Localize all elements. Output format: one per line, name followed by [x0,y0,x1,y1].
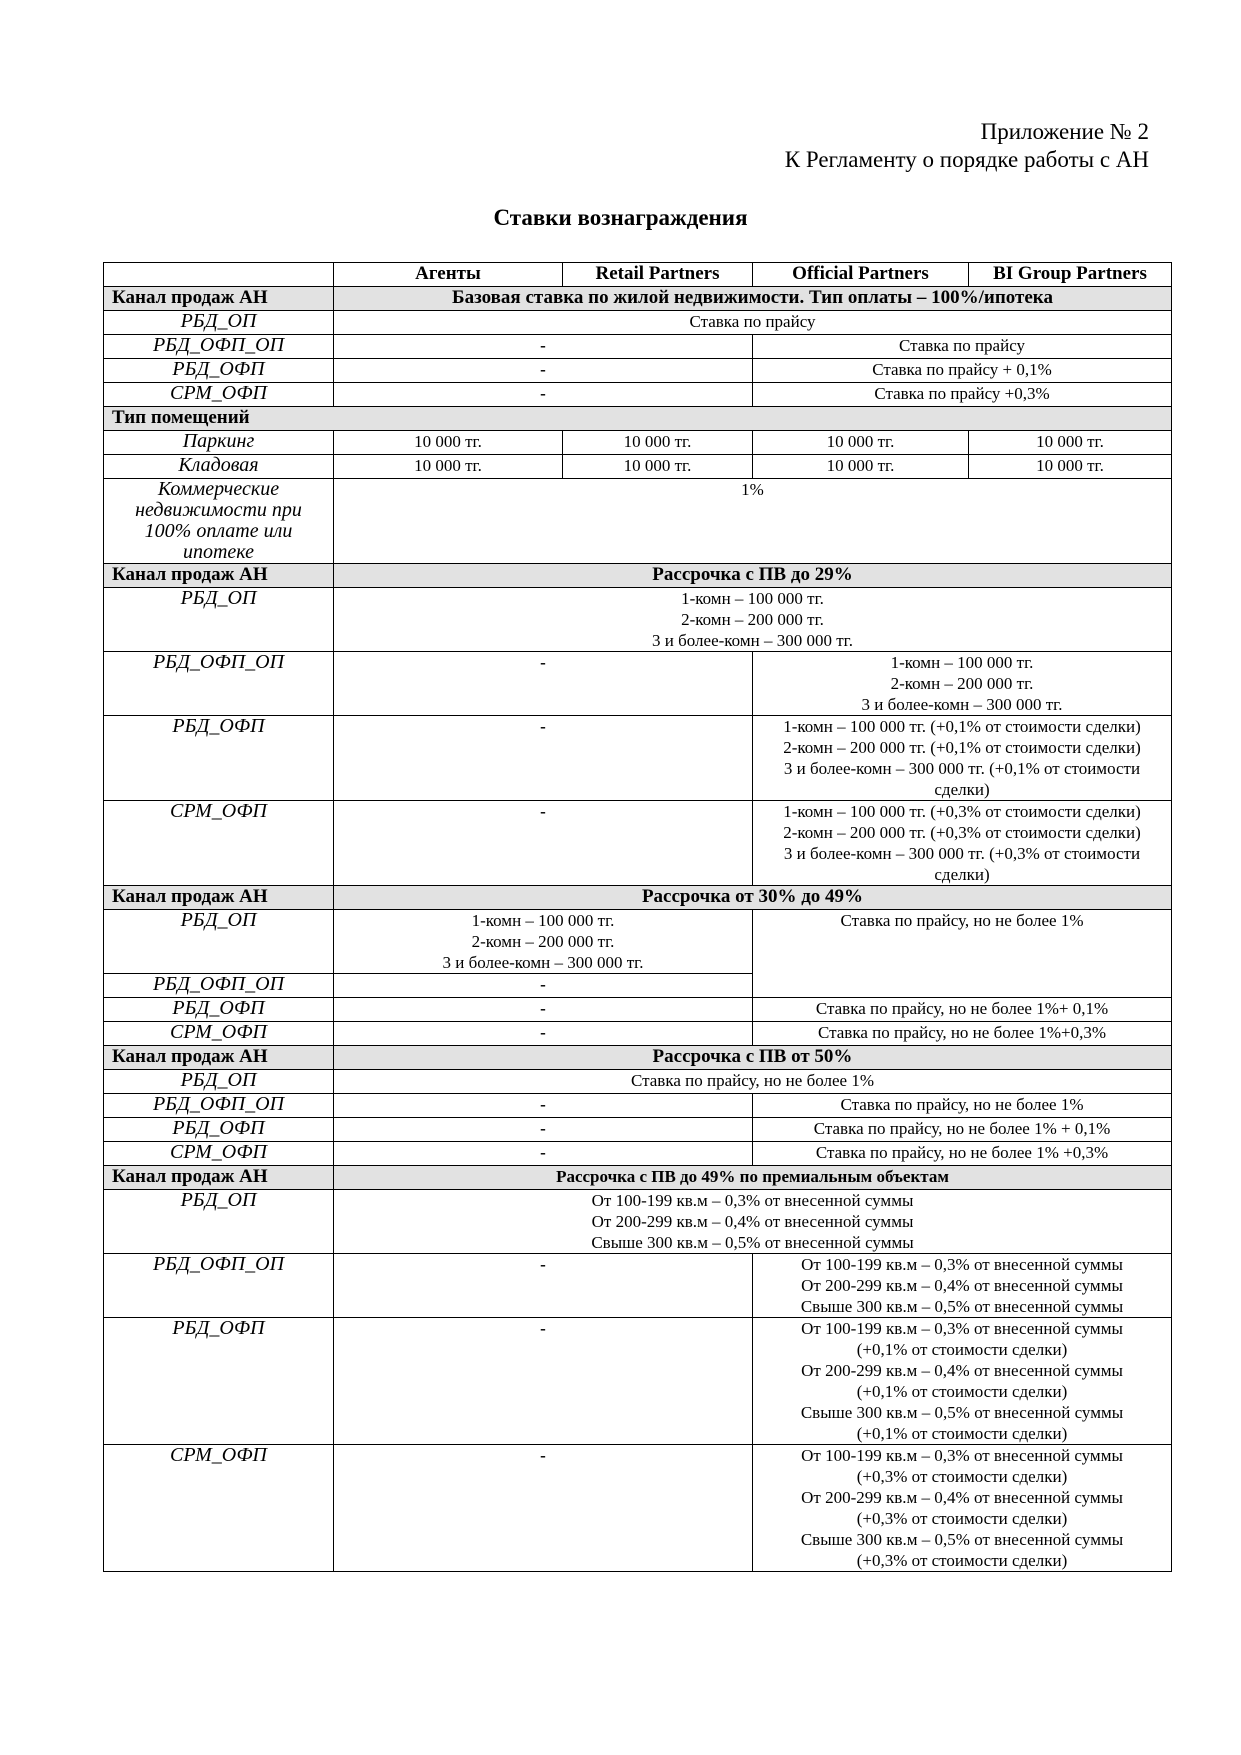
cell-line: 3 и более-комн – 300 000 тг. [442,953,644,972]
cell-value: Ставка по прайсу, но не более 1% +0,3% [753,1142,1172,1166]
row-label: Паркинг [104,431,334,455]
cell-value: Ставка по прайсу, но не более 1% [334,1070,1172,1094]
cell-line: 1-комн – 100 000 тг. [471,911,615,930]
table-row [104,1142,1172,1166]
cell-value: 10 000 тг. [334,431,563,455]
cell-line: (+0,3% от стоимости сделки) [856,1467,1068,1486]
appendix-number: Приложение № 2 [980,119,1149,144]
cell-value: Ставка по прайсу, но не более 1%+ 0,1% [753,998,1172,1022]
cell-value: - [334,998,753,1022]
cell-value: - [334,652,753,716]
cell-value: 10 000 тг. [563,455,753,479]
table-row [104,1118,1172,1142]
table-row [104,1070,1172,1094]
cell-line: От 200-299 кв.м – 0,4% от внесенной суммы [801,1488,1123,1507]
table-row [104,311,1172,335]
row-label: РБД_ОФП_ОП [104,335,334,359]
cell-value: - [334,359,753,383]
table-row [104,1022,1172,1046]
cell-value [753,716,1172,801]
page-title: Ставки вознаграждения [493,205,748,230]
column-header-row [104,263,1172,287]
table-row [104,1254,1172,1318]
cell-value: Ставка по прайсу, но не более 1%+0,3% [753,1022,1172,1046]
table-row [104,431,1172,455]
column-header-retail: Retail Partners [563,263,753,287]
section-heading: Базовая ставка по жилой недвижимости. Тип оплаты – 100%/ипотека [334,287,1172,311]
section-header-row [104,407,1172,431]
row-label: РБД_ОФП_ОП [104,974,334,998]
appendix-reference: К Регламенту о порядке работы с АН [784,147,1149,172]
table-row [104,1445,1172,1572]
cell-value [334,588,1172,652]
cell-value: - [334,1142,753,1166]
cell-line: (+0,3% от стоимости сделки) [856,1551,1068,1570]
cell-value: - [334,716,753,801]
cell-line: 1-комн – 100 000 тг. (+0,1% от стоимости сделки) [783,717,1141,736]
column-header-official: Official Partners [753,263,969,287]
table-row [104,801,1172,886]
cell-value: Ставка по прайсу + 0,1% [753,359,1172,383]
row-label-line: Коммерческие [157,478,280,500]
section-channel-label: Канал продаж АН [104,1166,334,1190]
document-header [785,118,1149,174]
section-heading: Рассрочка от 30% до 49% [334,886,1172,910]
cell-line: 1-комн – 100 000 тг. [890,653,1034,672]
table-row [104,359,1172,383]
cell-value [753,1318,1172,1445]
row-label-line: 100% оплате или [144,520,293,542]
cell-line: От 200-299 кв.м – 0,4% от внесенной суммы [801,1361,1123,1380]
cell-line: Свыше 300 кв.м – 0,5% от внесенной суммы [800,1530,1124,1549]
table-row [104,1094,1172,1118]
row-label: РБД_ОФП [104,998,334,1022]
cell-line: 3 и более-комн – 300 000 тг. (+0,3% от стоимости [783,844,1141,863]
section-header-row [104,886,1172,910]
table-row [104,716,1172,801]
row-label: РБД_ОФП_ОП [104,1094,334,1118]
section-header-row [104,287,1172,311]
cell-line: От 200-299 кв.м – 0,4% от внесенной суммы [591,1212,914,1231]
cell-value [753,652,1172,716]
cell-line: Свыше 300 кв.м – 0,5% от внесенной суммы [591,1233,914,1252]
table-row [104,1318,1172,1445]
cell-line: 1-комн – 100 000 тг. (+0,3% от стоимости сделки) [783,802,1141,821]
row-label: РБД_ОП [104,588,334,652]
cell-line: 2-комн – 200 000 тг. (+0,1% от стоимости сделки) [783,738,1141,757]
section-header-row [104,564,1172,588]
cell-line: (+0,3% от стоимости сделки) [856,1509,1068,1528]
cell-value: - [334,1445,753,1572]
cell-line: От 100-199 кв.м – 0,3% от внесенной суммы [801,1319,1123,1338]
cell-line: 3 и более-комн – 300 000 тг. [861,695,1063,714]
table-row [104,479,1172,564]
column-header-agents: Агенты [334,263,563,287]
cell-value [334,910,753,974]
section-channel-label: Канал продаж АН [104,886,334,910]
cell-line: (+0,1% от стоимости сделки) [856,1382,1068,1401]
cell-line: 2-комн – 200 000 тг. (+0,3% от стоимости сделки) [783,823,1141,842]
row-label: РБД_ОП [104,1070,334,1094]
cell-value: - [334,801,753,886]
row-label: РБД_ОФП_ОП [104,1254,334,1318]
cell-value: Ставка по прайсу, но не более 1% [753,910,1172,998]
premises-type-label: Тип помещений [104,407,1172,431]
section-channel-label: Канал продаж АН [104,1046,334,1070]
cell-value: - [334,1254,753,1318]
table-row [104,383,1172,407]
row-label: СРМ_ОФП [104,383,334,407]
row-label-line: ипотеке [182,541,255,563]
row-label: СРМ_ОФП [104,1445,334,1572]
section-channel-label: Канал продаж АН [104,564,334,588]
cell-line: 2-комн – 200 000 тг. [681,610,824,629]
cell-line: (+0,1% от стоимости сделки) [856,1340,1068,1359]
row-label: СРМ_ОФП [104,801,334,886]
cell-value: Ставка по прайсу [334,311,1172,335]
row-label: СРМ_ОФП [104,1142,334,1166]
section-heading: Рассрочка с ПВ до 49% по премиальным объектам [334,1166,1172,1190]
cell-value: - [334,383,753,407]
section-heading: Рассрочка с ПВ до 29% [334,564,1172,588]
cell-value [753,801,1172,886]
row-label: РБД_ОП [104,1190,334,1254]
cell-value [753,1254,1172,1318]
cell-value: - [334,1094,753,1118]
cell-line: 2-комн – 200 000 тг. [890,674,1034,693]
section-header-row [104,1046,1172,1070]
cell-value: - [334,335,753,359]
table-row [104,455,1172,479]
cell-line: От 100-199 кв.м – 0,3% от внесенной суммы [591,1191,914,1210]
row-label: РБД_ОФП [104,716,334,801]
cell-value: Ставка по прайсу, но не более 1% + 0,1% [753,1118,1172,1142]
row-label: РБД_ОФП [104,359,334,383]
table-row [104,335,1172,359]
cell-value [334,1190,1172,1254]
row-label: РБД_ОП [104,910,334,974]
section-channel-label: Канал продаж АН [104,287,334,311]
cell-line: сделки) [934,865,990,884]
cell-value: 10 000 тг. [969,431,1172,455]
cell-value: Ставка по прайсу +0,3% [753,383,1172,407]
section-header-row [104,1166,1172,1190]
cell-value [753,1445,1172,1572]
row-label-line: недвижимости при [135,499,302,521]
row-label: СРМ_ОФП [104,1022,334,1046]
table-row [104,998,1172,1022]
cell-value: 10 000 тг. [753,455,969,479]
cell-value: 10 000 тг. [334,455,563,479]
cell-line: От 100-199 кв.м – 0,3% от внесенной суммы [801,1255,1123,1274]
cell-value: Ставка по прайсу, но не более 1% [753,1094,1172,1118]
cell-line: (+0,1% от стоимости сделки) [856,1424,1068,1443]
column-header-bigroup: BI Group Partners [969,263,1172,287]
cell-line: 3 и более-комн – 300 000 тг. (+0,1% от стоимости [783,759,1141,778]
cell-value: 10 000 тг. [969,455,1172,479]
cell-line: 1-комн – 100 000 тг. [681,589,824,608]
cell-value: - [334,1318,753,1445]
row-label: РБД_ОФП_ОП [104,652,334,716]
cell-line: сделки) [934,780,990,799]
table-row [104,1190,1172,1254]
cell-line: 2-комн – 200 000 тг. [471,932,615,951]
table-row [104,910,1172,974]
table-row [104,652,1172,716]
row-label: РБД_ОФП [104,1318,334,1445]
section-heading: Рассрочка с ПВ от 50% [334,1046,1172,1070]
cell-value: 10 000 тг. [563,431,753,455]
cell-line: 3 и более-комн – 300 000 тг. [652,631,853,650]
row-label [104,479,334,564]
column-header-empty [104,263,334,287]
table-row [104,588,1172,652]
rates-table [103,262,1172,1572]
row-label: Кладовая [104,455,334,479]
cell-value: - [334,1118,753,1142]
row-label: РБД_ОП [104,311,334,335]
cell-line: Свыше 300 кв.м – 0,5% от внесенной суммы [800,1403,1124,1422]
cell-value: 10 000 тг. [753,431,969,455]
cell-value: - [334,974,753,998]
cell-line: Свыше 300 кв.м – 0,5% от внесенной суммы [800,1297,1124,1316]
cell-line: От 100-199 кв.м – 0,3% от внесенной суммы [801,1446,1123,1465]
cell-value: 1% [334,479,1172,564]
cell-line: От 200-299 кв.м – 0,4% от внесенной суммы [801,1276,1123,1295]
cell-value: Ставка по прайсу [753,335,1172,359]
row-label: РБД_ОФП [104,1118,334,1142]
cell-value: - [334,1022,753,1046]
